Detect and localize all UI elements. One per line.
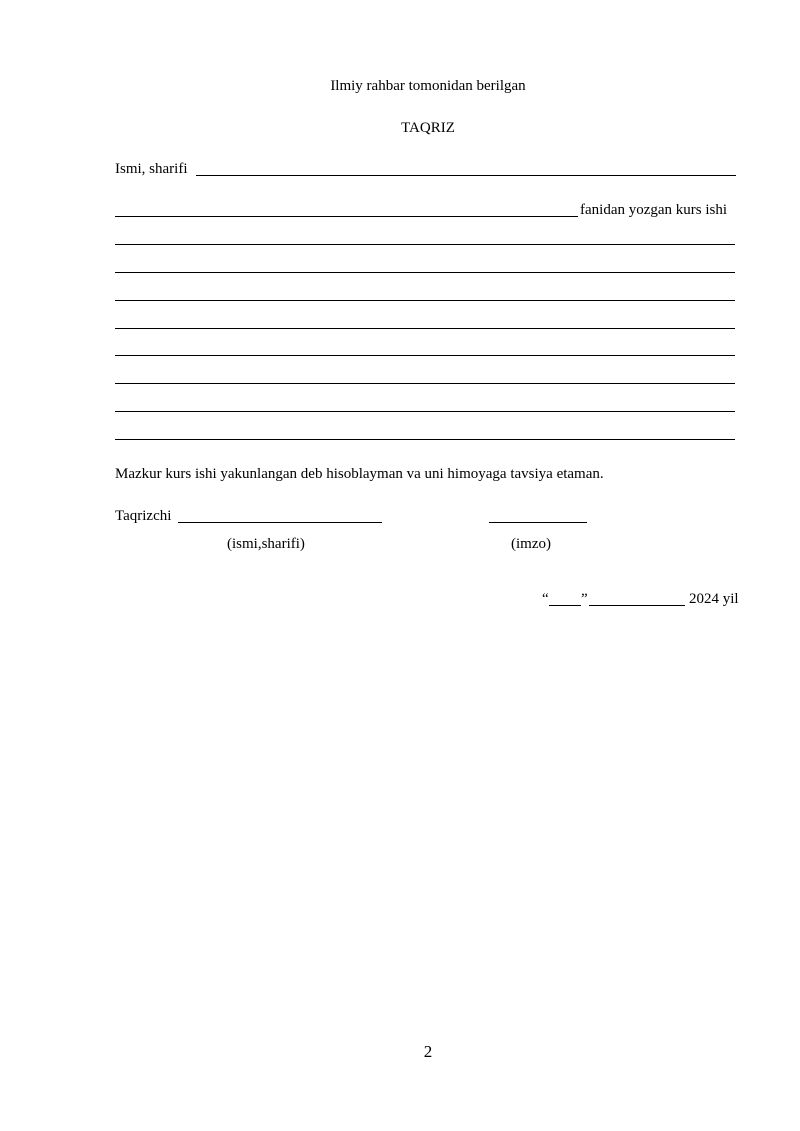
review-line (115, 355, 735, 356)
name-label: Ismi, sharifi (115, 161, 188, 177)
signature-line (489, 522, 587, 523)
review-line (115, 244, 735, 245)
review-line (115, 300, 735, 301)
reviewer-name-caption: (ismi,sharifi) (227, 536, 305, 552)
date-quote-close: ” (581, 591, 588, 607)
reviewer-name-line (178, 522, 382, 523)
date-quote-open: “ (542, 591, 549, 607)
page-number: 2 (423, 1042, 433, 1061)
reviewer-label: Taqrizchi (115, 508, 172, 524)
review-line (115, 383, 735, 384)
date-day-line (549, 605, 581, 606)
review-line (115, 439, 735, 440)
review-line (115, 328, 735, 329)
signature-caption: (imzo) (511, 536, 551, 552)
review-line (115, 411, 735, 412)
review-line (115, 272, 735, 273)
date-year: 2024 yil (689, 591, 739, 607)
document-heading: Ilmiy rahbar tomonidan berilgan (330, 78, 526, 94)
document-title: TAQRIZ (401, 120, 455, 136)
name-fill-line (196, 175, 736, 176)
subject-suffix: fanidan yozgan kurs ishi (580, 202, 728, 218)
date-month-line (589, 605, 685, 606)
subject-fill-line (115, 216, 578, 217)
conclusion-text: Mazkur kurs ishi yakunlangan deb hisoblayman va uni himoyaga tavsiya etaman. (115, 466, 604, 482)
